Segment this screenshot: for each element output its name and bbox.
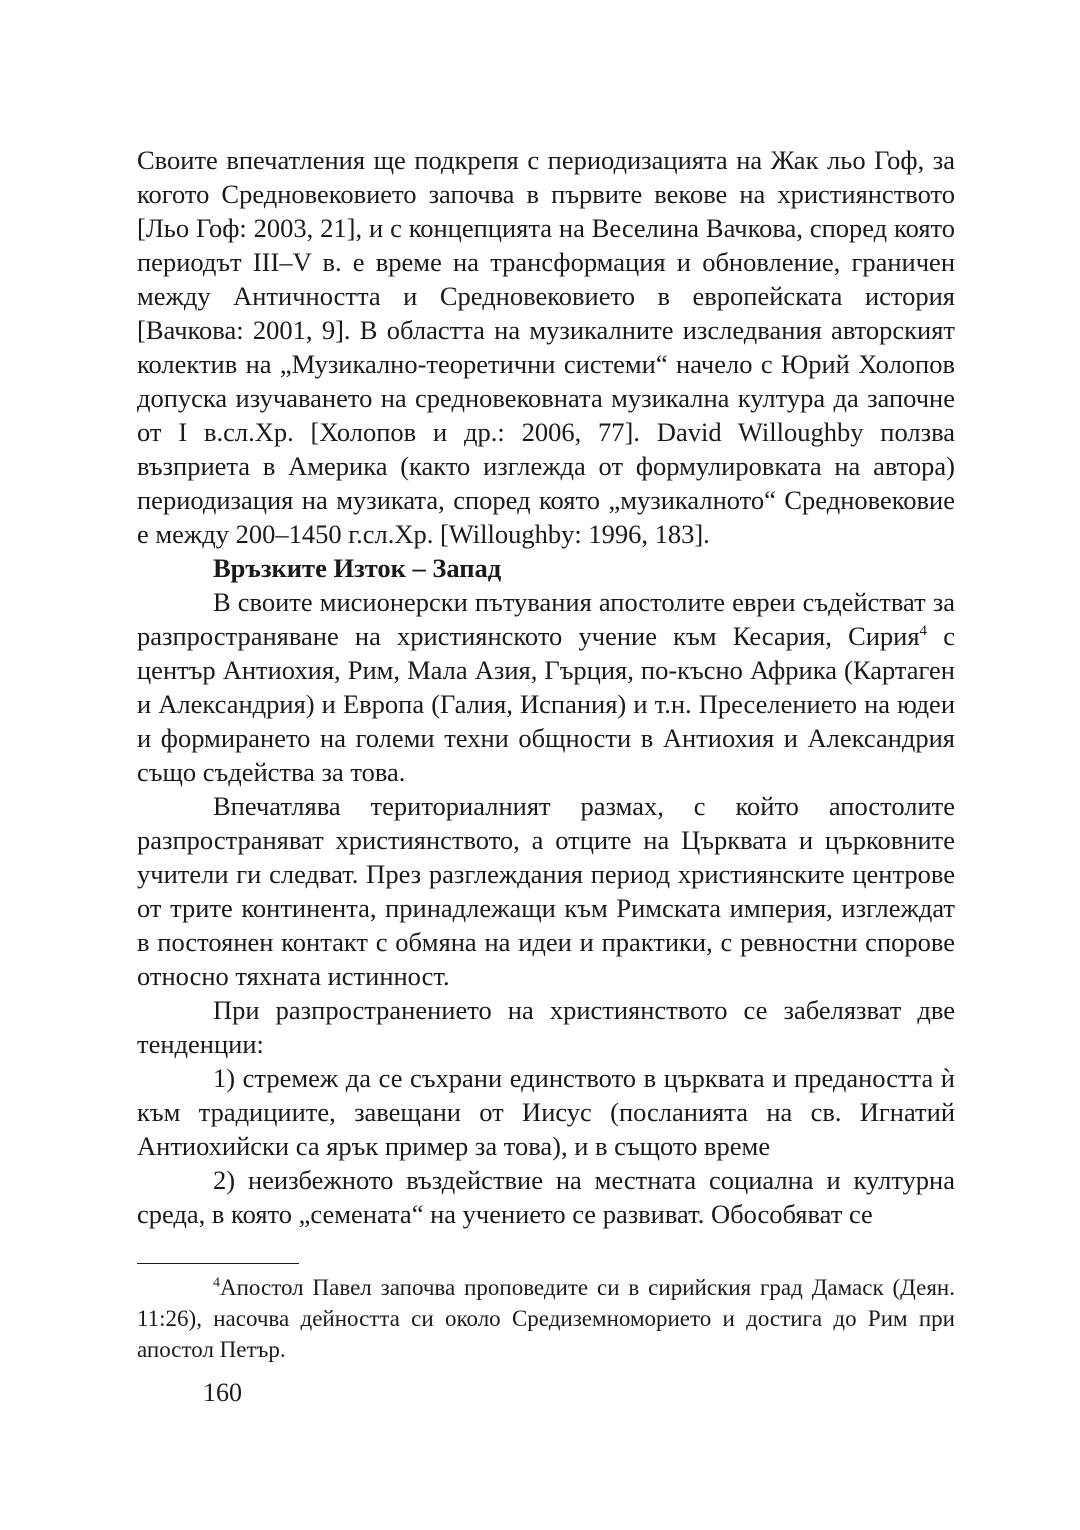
list-item-tendency-1: 1) стремеж да се съхрани единството в църквата и предаността ѝ към традициите, завещани от Иисус (посланията на св. Игнатий Антиохийски са ярък пример за това), и в същото време	[137, 1063, 955, 1161]
page-number: 160	[203, 1378, 242, 1407]
section-heading: Връзките Изток – Запад	[213, 553, 502, 583]
paragraph-territorial-scope: Впечатлява териториалният размах, с който апостолите разпространяват християнството, а отците на Църквата и църковните учители ги следват. През разглеждания период християнските центрове от трите континента, принадлежащи към Римската империя, изглеждат в постоянен контакт с обмяна на идеи и практики, с ревностни спорове относно тяхната истинност.	[137, 791, 955, 991]
paragraph-missionary-end: с център Антиохия, Рим, Мала Азия, Гърция, по-късно Африка (Картаген и Александрия) и Европа (Галия, Испания) и т.н. Преселението на юдеи и формирането на големи техни общности в Антиохия и Александрия също съдейства за това.	[137, 621, 956, 787]
paragraph-periodization: Своите впечатления ще подкрепя с периодизацията на Жак льо Гоф, за когото Средновековието започва в първите векове на християнството [Льо Гоф: 2003, 21], и с концепцията на Веселина Вачкова, според която периодът III–V в. е време на трансформация и обновление, граничен между Античността и Средновековието в европейската история [Вачкова: 2001, 9]. В областта на музикалните изследвания авторският колектив на „Музикално-теоретични системи“ начело с Юрий Холопов допуска изучаването на средновековната музикална култура да започне от I в.сл.Хр. [Холопов и др.: 2006, 77]. David Willoughby ползва възприета в Америка (както изглежда от формулировката на автора) периодизация на музиката, според която „музикалното“ Средновековие е между 200–1450 г.сл.Хр. [Willoughby: 1996, 183].	[137, 145, 955, 549]
footnote-divider	[137, 1263, 299, 1264]
footnote	[137, 1272, 955, 1365]
main-text	[137, 143, 955, 1231]
paragraph-missionary	[137, 585, 955, 789]
footnote-marker: 4	[213, 1275, 220, 1291]
paragraph-missionary-start: В своите мисионерски пътувания апостолите евреи съдействат за разпространяване на християнското учение към Кесария, Сирия	[137, 587, 955, 651]
footnote-reference[interactable]: 4	[919, 623, 928, 640]
footnote-text: Апостол Павел започва проповедите си в сирийския град Дамаск (Деян. 11:26), насочва дейността си около Средиземноморието и достига до Рим при апостол Петър.	[137, 1275, 955, 1362]
paragraph-tendencies: При разпространението на християнството се забелязват две тенденции:	[137, 995, 955, 1059]
list-item-tendency-2: 2) неизбежното въздействие на местната социална и културна среда, в която „семената“ на учението се развиват. Обособяват се	[137, 1165, 955, 1229]
